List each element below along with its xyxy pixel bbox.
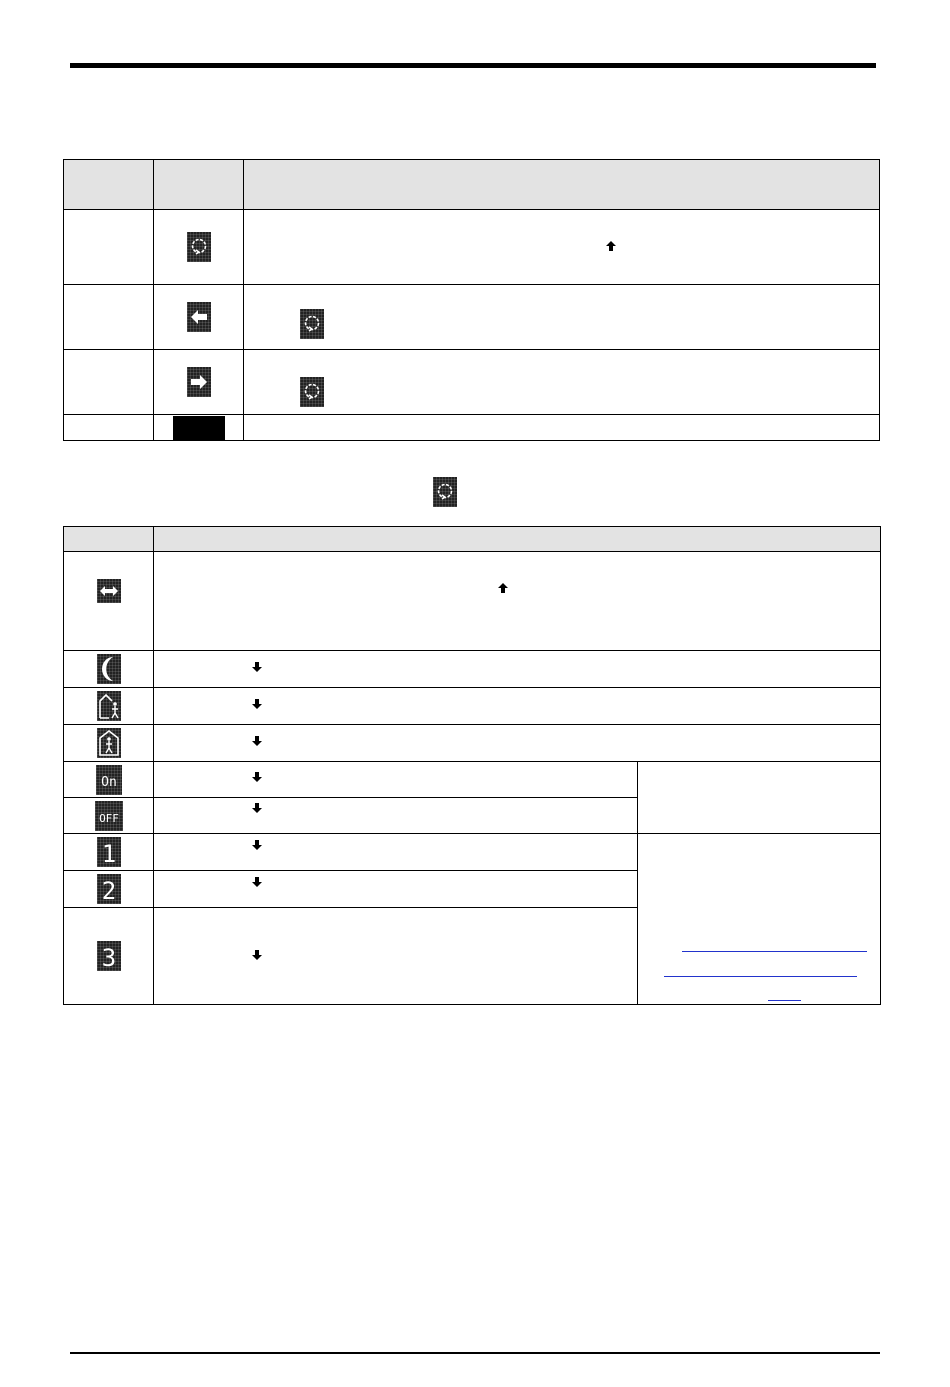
- modes-header-col2: [154, 527, 881, 552]
- right-arrow-icon: [187, 367, 211, 397]
- top-rule: [70, 63, 876, 68]
- table-row: [64, 834, 881, 871]
- keys-header-col1: [64, 160, 154, 210]
- down-arrow-icon: [251, 839, 263, 851]
- svg-text:2: 2: [101, 877, 116, 904]
- up-arrow-icon: [497, 582, 509, 594]
- cycle-arrow-icon: [300, 377, 324, 407]
- svg-text:On: On: [100, 774, 117, 790]
- moon-icon: [97, 654, 121, 684]
- table-row: [64, 552, 881, 651]
- down-arrow-icon: [251, 698, 263, 710]
- svg-text:OFF: OFF: [98, 811, 119, 825]
- svg-text:3: 3: [101, 944, 116, 971]
- house-away-icon: [97, 691, 121, 721]
- down-arrow-icon: [251, 876, 263, 888]
- link-underline: [768, 1000, 801, 1001]
- down-arrow-icon: [251, 661, 263, 673]
- cycle-arrow-icon: [300, 309, 324, 339]
- table-row: [64, 762, 881, 798]
- modes-table-header-row: [64, 527, 881, 552]
- off-icon: [95, 801, 123, 831]
- table-row: [64, 651, 881, 688]
- svg-text:1: 1: [101, 840, 116, 867]
- house-home-icon: [97, 728, 121, 758]
- cycle-arrow-icon: [187, 232, 211, 262]
- digit-1-icon: [97, 837, 121, 867]
- digit-3-icon: [97, 941, 121, 971]
- down-arrow-icon: [251, 802, 263, 814]
- down-arrow-icon: [251, 735, 263, 747]
- table-row: [64, 725, 881, 762]
- table-row: [64, 350, 880, 415]
- link-underline: [682, 951, 867, 952]
- black-block: [173, 416, 225, 440]
- modes-header-col1: [64, 527, 154, 552]
- bottom-rule: [70, 1352, 880, 1354]
- swap-arrows-icon: [97, 579, 121, 603]
- keys-header-col2: [154, 160, 244, 210]
- table-row: [64, 688, 881, 725]
- modes-table: [63, 526, 881, 1005]
- table-row: [64, 210, 880, 285]
- cycle-arrow-icon: [433, 477, 457, 507]
- left-arrow-icon: [187, 302, 211, 332]
- on-icon: [96, 765, 122, 795]
- digit-2-icon: [97, 874, 121, 904]
- link-underline: [664, 976, 857, 977]
- table-row: [64, 285, 880, 350]
- up-arrow-icon: [605, 240, 617, 252]
- down-arrow-icon: [251, 949, 263, 961]
- keys-table-header-row: [64, 160, 880, 210]
- keys-header-col3: [244, 160, 880, 210]
- table-row: [64, 415, 880, 441]
- keys-table: [63, 159, 880, 441]
- down-arrow-icon: [251, 771, 263, 783]
